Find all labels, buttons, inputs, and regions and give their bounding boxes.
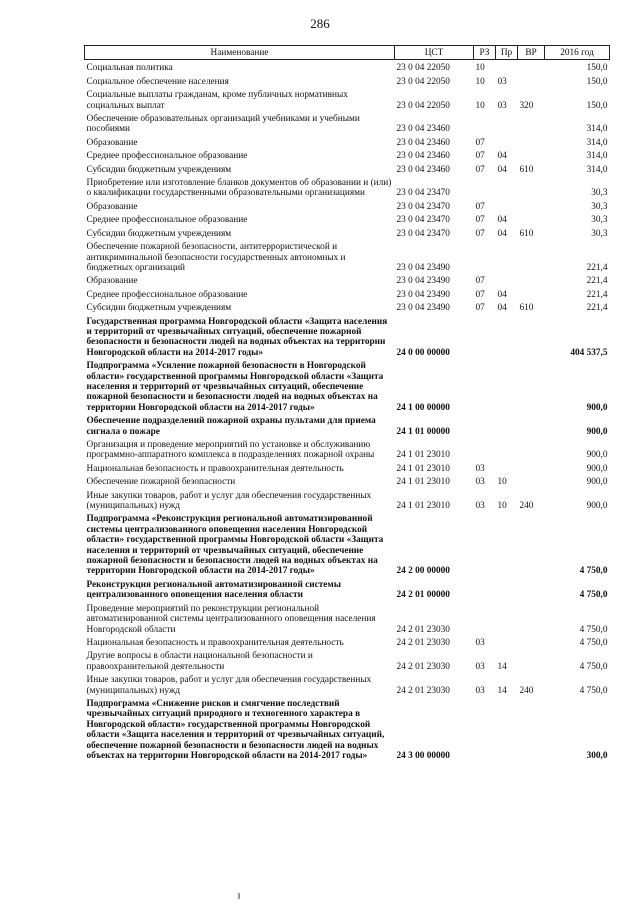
cell-vr: 610 [519,164,534,175]
cell-cst: 24 2 01 23030 [396,685,450,696]
cell-pr: 03 [497,100,507,111]
cell-rz [474,698,496,764]
cell-rz [474,415,496,439]
cell-rz: 10 [475,76,485,87]
cell-name: Обеспечение подразделений пожарной охраны пультами для приема сигнала о пожаре [86,416,376,437]
cell-amount: 30,3 [591,215,608,226]
cell-pr [496,579,518,603]
table-row [85,113,610,137]
table-row [85,137,610,150]
table-row [85,289,610,302]
cell-pr [496,360,518,415]
table-row [85,241,610,275]
cell-cst: 24 1 01 23010 [396,463,450,474]
cell-pr [496,201,518,214]
cell-name: Другие вопросы в области национальной безопасности и правоохранительной деятельности [86,651,313,672]
cell-name: Организация и проведение мероприятий по установке и обслуживанию программно-аппаратного комплекса в подразделениях пожарной охраны [86,440,375,461]
cell-amount: 30,3 [591,201,608,212]
cell-name: Образование [86,137,138,148]
cell-cst: 23 0 04 23490 [396,262,450,273]
cell-vr [518,177,545,201]
table-row [85,603,610,637]
cell-amount: 900,0 [586,426,608,437]
table-row [85,360,610,415]
cell-name: Социальное обеспечение населения [86,76,229,87]
cell-pr [496,463,518,476]
cell-cst: 23 0 04 23460 [396,164,450,175]
cell-amount: 30,3 [591,188,608,199]
cell-pr: 10 [497,501,507,512]
cell-name: Среднее профессиональное образование [86,289,248,300]
cell-name: Иные закупки товаров, работ и услуг для обеспечения государственных (муниципальных) нужд [86,490,372,512]
cell-cst: 23 0 04 23460 [396,124,450,135]
budget-table [84,45,610,764]
cell-amount: 221,4 [586,262,608,273]
cell-name: Подпрограмма «Усиление пожарной безопасности в Новгородской области» государственной программы Новгородской области «Защита населения и территорий от чрезвычайных ситуаций, обеспечение пожарной безопасности и безопасности людей на водных объектах на территории Новгородской области на 2014-2017 годы» [86,361,384,413]
cell-vr [518,76,545,89]
cell-rz: 03 [475,501,485,512]
table-row [85,150,610,163]
table-body [85,60,610,764]
cell-rz [474,316,496,361]
header-pr: Пр [496,46,518,60]
cell-vr: 610 [519,303,534,314]
cell-vr [518,637,545,650]
cell-cst: 23 0 04 22050 [396,63,450,74]
cell-pr [496,513,518,578]
cell-cst: 24 1 01 23010 [396,501,450,512]
cell-name: Обеспечение образовательных организаций учебниками и учебными пособиями [86,114,360,135]
cell-pr [496,137,518,150]
cell-amount: 900,0 [586,402,608,413]
cell-cst: 24 1 01 23010 [396,450,450,461]
cell-rz: 07 [475,201,485,212]
table-row [85,60,610,76]
cell-name: Приобретение или изготовление бланков документов об образовании и (или) о квалификации государственными образовательными организациями [86,178,392,199]
cell-cst: 23 0 04 23470 [396,201,450,212]
cell-rz [474,177,496,201]
table-row [85,490,610,514]
cell-cst: 23 0 04 23470 [396,215,450,226]
cell-pr: 04 [497,228,507,239]
table-row [85,674,610,698]
cell-cst: 24 2 00 00000 [396,566,450,577]
cell-pr: 03 [497,76,507,87]
cell-cst: 24 3 00 00000 [396,750,450,761]
cell-pr [496,113,518,137]
cell-pr [496,637,518,650]
cell-cst: 23 0 04 22050 [396,100,450,111]
cell-vr [518,698,545,764]
cell-rz: 07 [475,303,485,314]
cell-pr: 04 [497,151,507,162]
cell-rz: 10 [475,63,485,74]
cell-rz: 07 [475,137,485,148]
cell-rz: 07 [475,289,485,300]
cell-amount: 4 750,0 [579,661,608,672]
page-number: 286 [310,16,330,31]
cell-pr: 14 [497,685,507,696]
cell-name: Проведение мероприятий по реконструкции региональной автоматизированной системы централизованного оповещения населения Новгородской области [86,603,376,635]
table-row [85,76,610,89]
table-header-row [85,46,610,60]
table-row [85,275,610,288]
cell-rz [474,439,496,463]
cell-name: Подпрограмма «Реконструкция региональной автоматизированной системы централизованного оповещения населения Новгородской области» государственной программы Новгородской области «Защита населения и территорий от чрезвычайных ситуаций, обеспечение пожарной безопасности и безопасности людей на водных объектах на территории Новгородской области на 2014-2017 годы» [86,514,384,577]
cell-vr [518,476,545,489]
header-cst: ЦСТ [395,46,474,60]
table-row [85,228,610,241]
cell-amount: 314,0 [586,164,608,175]
table-row [85,637,610,650]
cell-pr [496,316,518,361]
cell-amount: 4 750,0 [579,637,608,648]
cell-rz [474,579,496,603]
cell-amount: 150,0 [586,100,608,111]
cell-cst: 23 0 04 23490 [396,303,450,314]
cell-cst: 24 2 01 23030 [396,661,450,672]
cell-amount: 314,0 [586,137,608,148]
cell-pr [496,698,518,764]
cell-vr [518,214,545,227]
cell-name: Иные закупки товаров, работ и услуг для обеспечения государственных (муниципальных) нужд [86,675,372,696]
table-row [85,650,610,674]
cell-name: Среднее профессиональное образование [86,151,248,162]
cell-cst: 23 0 04 23490 [396,289,450,300]
table-row [85,302,610,315]
cell-name: Реконструкция региональной автоматизированной системы централизованного оповещения населения области [86,579,342,601]
cell-amount: 900,0 [586,501,608,512]
cell-rz [474,603,496,637]
table-row [85,214,610,227]
cell-vr [518,241,545,275]
scan-mark [238,893,240,899]
cell-rz: 07 [475,151,485,162]
cell-name: Субсидии бюджетным учреждениям [86,303,232,314]
cell-rz [474,360,496,415]
header-name: Наименование [85,46,395,60]
table-row [85,316,610,361]
cell-vr [518,316,545,361]
header-rz: РЗ [474,46,496,60]
cell-cst: 24 2 01 23030 [396,624,450,635]
cell-amount: 404 537,5 [570,347,608,358]
cell-pr [496,275,518,288]
table-row [85,579,610,603]
cell-rz: 07 [475,215,485,226]
cell-vr: 610 [519,228,534,239]
cell-vr [518,201,545,214]
cell-name: Обеспечение пожарной безопасности, антитеррористической и антикриминальной безопасности государственных автономных и бюджетных организаций [86,242,346,273]
cell-vr: 240 [519,685,534,696]
cell-pr [496,603,518,637]
table-row [85,513,610,578]
table-row [85,476,610,489]
cell-name: Образование [86,201,138,212]
cell-cst: 23 0 04 22050 [396,76,450,87]
cell-vr [518,113,545,137]
cell-vr [518,360,545,415]
cell-name: Субсидии бюджетным учреждениям [86,164,232,175]
cell-pr [496,415,518,439]
cell-vr [518,137,545,150]
cell-pr: 04 [497,303,507,314]
cell-amount: 221,4 [586,276,608,287]
table-row [85,463,610,476]
cell-rz: 03 [475,661,485,672]
cell-rz: 03 [475,637,485,648]
cell-amount: 4 750,0 [579,566,608,577]
cell-vr [518,150,545,163]
cell-amount: 221,4 [586,303,608,314]
cell-rz [474,113,496,137]
header-vr: ВР [518,46,545,60]
cell-amount: 150,0 [586,76,608,87]
table-header [85,46,610,60]
cell-cst: 24 2 01 00000 [396,590,450,601]
cell-rz: 07 [475,228,485,239]
table-row [85,164,610,177]
cell-name: Образование [86,276,138,287]
cell-amount: 314,0 [586,124,608,135]
cell-cst: 24 1 01 23010 [396,477,450,488]
cell-cst: 24 2 01 23030 [396,637,450,648]
cell-vr [518,603,545,637]
cell-cst: 24 1 01 00000 [396,426,450,437]
cell-name: Социальная политика [86,63,173,74]
cell-vr [518,513,545,578]
table-row [85,439,610,463]
cell-amount: 4 750,0 [579,624,608,635]
cell-amount: 900,0 [586,450,608,461]
cell-rz: 03 [475,685,485,696]
table-row [85,415,610,439]
cell-pr: 04 [497,164,507,175]
cell-amount: 900,0 [586,477,608,488]
cell-rz: 03 [475,477,485,488]
cell-vr [518,650,545,674]
cell-rz: 03 [475,463,485,474]
cell-pr: 04 [497,215,507,226]
cell-pr [496,241,518,275]
cell-amount: 4 750,0 [579,590,608,601]
header-year: 2016 год [545,46,610,60]
cell-cst: 23 0 04 23460 [396,137,450,148]
table-row [85,177,610,201]
cell-pr [496,439,518,463]
cell-pr: 10 [497,477,507,488]
cell-vr: 320 [519,100,534,111]
cell-name: Национальная безопасность и правоохранительная деятельность [86,463,344,474]
cell-rz [474,241,496,275]
cell-vr [518,60,545,76]
table-row [85,698,610,764]
cell-vr [518,463,545,476]
cell-amount: 30,3 [591,228,608,239]
cell-pr: 14 [497,661,507,672]
cell-name: Подпрограмма «Снижение рисков и смягчение последствий чрезвычайных ситуаций природного и техногенного характера в Новгородской области» государственной программы Новгородской области «Защита населения и территорий от чрезвычайных ситуаций, обеспечение пожарной безопасности и безопасности людей на водных объектах на территории Новгородской области на 2014-2017 годы» [86,698,385,761]
cell-vr [518,439,545,463]
cell-name: Национальная безопасность и правоохранительная деятельность [86,637,344,648]
cell-name: Субсидии бюджетным учреждениям [86,228,232,239]
cell-amount: 150,0 [586,63,608,74]
cell-cst: 23 0 04 23470 [396,188,450,199]
cell-name: Социальные выплаты гражданам, кроме публичных нормативных социальных выплат [86,90,348,111]
cell-amount: 300,0 [586,750,608,761]
cell-cst: 23 0 04 23490 [396,276,450,287]
cell-amount: 314,0 [586,151,608,162]
cell-name: Обеспечение пожарной безопасности [86,477,236,488]
cell-rz [474,513,496,578]
cell-vr [518,415,545,439]
cell-amount: 221,4 [586,289,608,300]
cell-amount: 4 750,0 [579,685,608,696]
cell-rz: 07 [475,164,485,175]
cell-pr: 04 [497,289,507,300]
cell-cst: 23 0 04 23460 [396,151,450,162]
cell-cst: 24 1 00 00000 [396,402,450,413]
cell-vr [518,275,545,288]
cell-vr [518,289,545,302]
table-row [85,201,610,214]
table-row [85,89,610,113]
cell-name: Среднее профессиональное образование [86,215,248,226]
cell-pr [496,177,518,201]
cell-cst: 23 0 04 23470 [396,228,450,239]
cell-name: Государственная программа Новгородской области «Защита населения и территорий от чрезвычайных ситуаций, обеспечение пожарной безопасности и безопасности людей на водных объектах на территории Новгородской области на 2014-2017 годы» [86,316,388,358]
cell-rz: 10 [475,100,485,111]
cell-cst: 24 0 00 00000 [396,347,450,358]
cell-vr [518,579,545,603]
cell-vr: 240 [519,501,534,512]
cell-amount: 900,0 [586,463,608,474]
cell-pr [496,60,518,76]
cell-rz: 07 [475,276,485,287]
